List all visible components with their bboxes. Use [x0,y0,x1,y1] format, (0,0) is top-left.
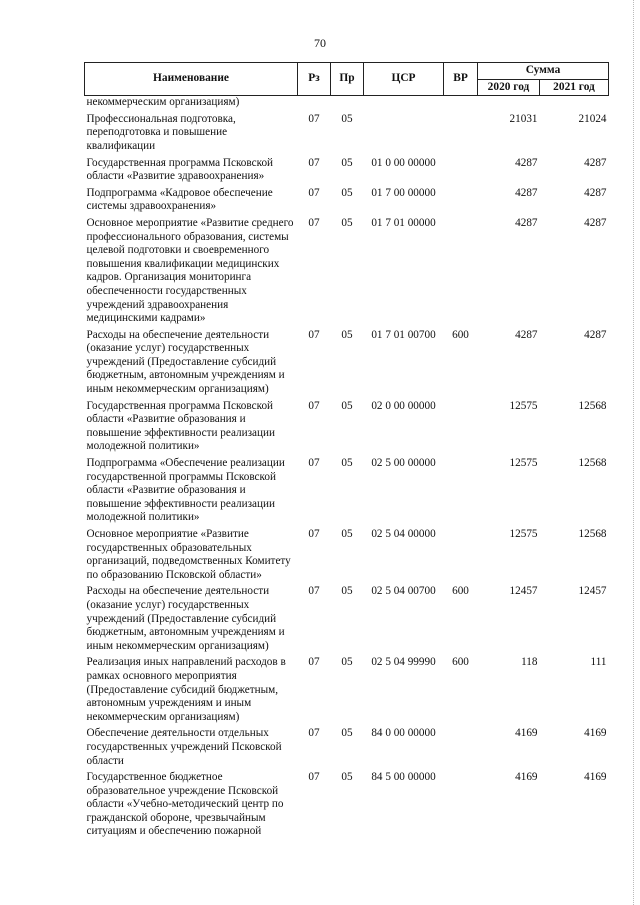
cell-s1: 4287 [515,156,538,169]
continuation-row [85,96,609,112]
header-sum: Сумма [478,63,609,80]
cell-s2: 4287 [584,216,607,229]
cell-vr [444,527,478,584]
cell-pr: 05 [341,156,353,169]
cell-s2: 12568 [578,457,607,470]
cell-pr: 05 [341,328,353,341]
header-pr: Пр [331,63,364,96]
cell-pr: 05 [341,771,353,784]
cell-vr [444,156,478,186]
cell-vr [444,726,478,770]
cell-vr: 600 [452,585,469,598]
table-body [85,96,609,841]
page-edge-divider [633,0,636,905]
cell-s1: 4287 [515,216,538,229]
header-year-2021: 2021 год [540,79,609,96]
cell-pr: 05 [341,112,353,125]
cell-rz: 07 [308,585,320,598]
cell-rz: 07 [308,727,320,740]
cell-rz: 07 [308,112,320,125]
cell-pr: 05 [341,399,353,412]
cell-csr: 84 5 00 00000 [371,771,436,784]
cell-pr: 05 [341,457,353,470]
cell-pr: 05 [341,585,353,598]
header-rz: Рз [298,63,331,96]
table-row [85,527,609,584]
cell-name: Государственная программа Псковской области «Развитие образования и повышение эффективности реализации молодежной политики» [86,399,275,453]
cell-csr: 01 7 01 00700 [371,328,436,341]
cell-pr: 05 [341,528,353,540]
cell-s2: 21024 [578,112,607,125]
cell-s2: 4287 [584,156,607,169]
cell-s2: 4169 [584,727,607,740]
cell-vr [444,456,478,527]
cell-csr: 01 0 00 00000 [371,156,436,169]
table-row [85,156,609,186]
cell-csr: 02 0 00 00000 [371,399,436,412]
table-row [85,328,609,399]
cell-rz: 07 [308,186,320,199]
cell-name: Профессиональная подготовка, переподготовка и повышение квалификации [86,112,236,152]
cell-s2: 4287 [584,328,607,341]
table-row [85,399,609,456]
cell-s1: 12575 [509,399,538,412]
cell-rz: 07 [308,156,320,169]
cell-pr: 05 [341,186,353,199]
page-number: 70 [314,36,326,50]
table-row [85,112,609,156]
cell-name: Государственная программа Псковской области «Развитие здравоохранения» [86,156,274,183]
cell-name: Основное мероприятие «Развитие государственных образовательных организаций, подведомственных Комитету по образованию Псковской области» [86,528,291,581]
table-row [85,216,609,328]
cell-name: Реализация иных направлений расходов в рамках основного мероприятия (Предоставление субсидий бюджетным, автономным учреждениям и иным некоммерческим организациям) [86,656,286,723]
cell-vr [444,770,478,841]
cell-name: Государственное бюджетное образовательное учреждение Псковской области «Учебно-методический центр по гражданской обороне, чрезвычайным ситуациям и обеспечению пожарной [86,771,284,838]
cell-vr [444,216,478,328]
cell-s1: 4287 [515,328,538,341]
budget-sheet [84,62,608,841]
cell-s2: 12457 [578,585,607,598]
cell-rz: 07 [308,399,320,412]
cell-s2: 4169 [584,771,607,784]
cell-vr: 600 [452,328,469,341]
table-row [85,584,609,655]
cell-s2: 12568 [578,528,607,540]
cell-name: Обеспечение деятельности отдельных государственных учреждений Псковской области [86,727,282,767]
cell-vr [444,399,478,456]
cell-s1: 12575 [509,457,538,470]
cell-name: Подпрограмма «Обеспечение реализации государственной программы Псковской области «Развитие образования и повышение эффективности реализации молодежной политики» [86,457,285,524]
cell-rz: 07 [308,656,320,669]
continuation-text: некоммерческим организациям) [86,96,240,109]
cell-rz: 07 [308,528,320,540]
cell-pr: 05 [341,656,353,669]
cell-s1: 4169 [515,771,538,784]
header-year-2020: 2020 год [478,79,540,96]
table-row [85,655,609,726]
cell-csr: 02 5 04 99990 [371,656,436,669]
cell-csr: 01 7 00 00000 [371,186,436,199]
cell-s1: 118 [521,656,538,669]
cell-csr [364,112,444,156]
header-name: Наименование [85,63,298,96]
cell-vr: 600 [452,656,469,669]
table-header [85,63,609,96]
cell-csr: 01 7 01 00000 [371,216,436,229]
header-csr: ЦСР [364,63,444,96]
cell-s1: 4287 [515,186,538,199]
table-row [85,186,609,216]
header-vr: ВР [444,63,478,96]
cell-s2: 111 [590,656,607,669]
table-row [85,770,609,841]
cell-name: Расходы на обеспечение деятельности (оказание услуг) государственных учреждений (Предоставление субсидий бюджетным, автономным учреждениям и иным некоммерческим организациям) [86,585,285,652]
cell-rz: 07 [308,457,320,470]
cell-name: Подпрограмма «Кадровое обеспечение системы здравоохранения» [86,186,273,213]
cell-s2: 12568 [578,399,607,412]
cell-s2: 4287 [584,186,607,199]
budget-table [84,62,609,841]
table-row [85,726,609,770]
cell-csr: 02 5 04 00700 [371,585,436,598]
cell-name: Основное мероприятие «Развитие среднего профессионального образования, системы целевой подготовки и своевременного повышения квалификации медицинских кадров. Организация мониторинга обеспеченности государственных учреждений здравоохранения медицинскими кадрами» [86,216,294,325]
cell-name: Расходы на обеспечение деятельности (оказание услуг) государственных учреждений (Предоставление субсидий бюджетным, автономным учреждениям и иным некоммерческим организациям) [86,328,285,396]
cell-pr: 05 [341,216,353,229]
cell-csr: 02 5 04 00000 [371,528,436,540]
cell-csr: 02 5 00 00000 [371,457,436,470]
cell-s1: 21031 [509,112,538,125]
cell-csr: 84 0 00 00000 [371,727,436,740]
cell-pr: 05 [341,727,353,740]
cell-s1: 12575 [509,528,538,540]
cell-rz: 07 [308,216,320,229]
cell-rz: 07 [308,771,320,784]
cell-vr [444,112,478,156]
cell-s1: 4169 [515,727,538,740]
table-row [85,456,609,527]
cell-s1: 12457 [509,585,538,598]
cell-rz: 07 [308,328,320,341]
cell-vr [444,186,478,216]
